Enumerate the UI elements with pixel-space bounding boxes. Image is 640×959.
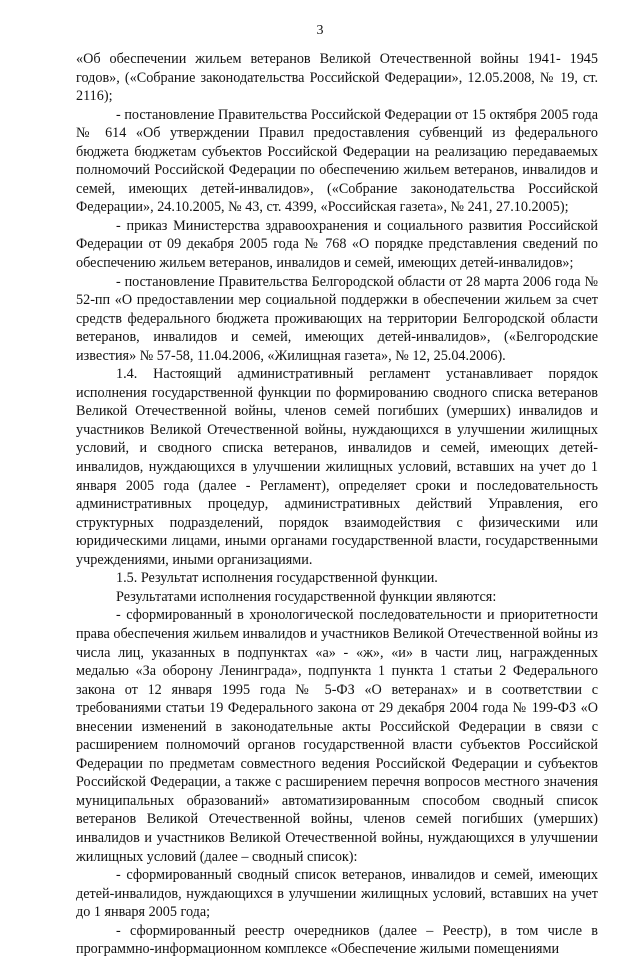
paragraph-continuation: «Об обеспечении жильем ветеранов Великой Отечественной войны 1941- 1945 годов», («Собрание законодательства Российской Федерации», 12.05.2008, № 19, ст. 2116); xyxy=(76,51,598,105)
paragraph-results-intro: Результатами исполнения государственной функции являются: xyxy=(116,588,497,605)
paragraph-result-registry: - сформированный реестр очередников (далее – Реестр), в том числе в программно-информационном комплексе «Обеспечение жилыми помещениями xyxy=(76,922,598,958)
paragraph-section-1-4: 1.4. Настоящий административный регламент устанавливает порядок исполнения государственной функции по формированию сводного списка ветеранов Великой Отечественной войны, членов семей погибших (умерших) инвалидов и участников Великой Отечественной войны, нуждающихся в улучшении жилищных условий, и сводного списка ветеранов, инвалидов и семей, имеющих детей-инвалидов, нуждающихся в улучшении жилищных условий, вставших на учет до 1 января 2005 года (далее - Регламент), определяет сроки и последовательность административных процедур, административных действий Управления, его структурных подразделений, порядок взаимодействия с физическими или юридическими лицами, иными органами государственной власти, государственными учреждениями, иными организациями. xyxy=(76,366,598,568)
paragraph-section-1-5: 1.5. Результат исполнения государственной функции. xyxy=(116,570,438,587)
paragraph-result-summary-list: - сформированный в хронологической последовательности и приоритетности права обеспечения жильем инвалидов и участников Великой Отечественной войны из числа лиц, указанных в подпунктах «а» - «ж», «и» в части лиц, награжденных медалью «За оборону Ленинграда», подпункта 1 пункта 1 статьи 2 Федерального закона от 12 января 1995 года № 5-ФЗ «О ветеранах» и в соответствии с требованиями статьи 19 Федерального закона от 29 декабря 2004 года № 199-ФЗ «О внесении изменений в законодательные акты Российской Федерации в связи с расширением полномочий органов государственной власти субъектов Российской Федерации по предметам совместного ведения Российской Федерации и субъектов Российской Федерации, а также с расширением перечня вопросов местного значения муниципальных образований» автоматизированным способом сводный список ветеранов Великой Отечественной войны, членов семей погибших (умерших) инвалидов и участников Великой Отечественной войны, нуждающихся в улучшении жилищных условий (далее – сводный список): xyxy=(76,607,598,865)
paragraph-decree-614: - постановление Правительства Российской Федерации от 15 октября 2005 года № 614 «Об утверждении Правил предоставления субвенций из федерального бюджета бюджетам субъектов Российской Федерации на реализацию передаваемых полномочий Российской Федерации по обеспечению жильем ветеранов, инвалидов и семей, имеющих детей-инвалидов», («Собрание законодательства Российской Федерации», 24.10.2005, № 43, ст. 4399, «Российская газета», № 241, 27.10.2005); xyxy=(76,106,598,216)
document-body xyxy=(76,50,598,959)
paragraph-order-768: - приказ Министерства здравоохранения и социального развития Российской Федерации от 09 декабря 2005 года № 768 «О порядке представления сведений по обеспечению жильем ветеранов, инвалидов и семей, имеющих детей-инвалидов»; xyxy=(76,217,598,272)
paragraph-decree-52pp: - постановление Правительства Белгородской области от 28 марта 2006 года № 52-пп «О предоставлении мер социальной поддержки в обеспечении жильем за счет средств федерального бюджета проживающих на территории Белгородской области ветеранов, инвалидов и семей, имеющих детей-инвалидов», («Белгородские известия» № 57-58, 11.04.2006, «Жилищная газета», № 12, 25.04.2006). xyxy=(76,273,598,364)
page-number: 3 xyxy=(316,23,324,38)
paragraph-result-veterans-list: - сформированный сводный список ветеранов, инвалидов и семей, имеющих детей-инвалидов, нуждающихся в улучшении жилищных условий, вставших на учет до 1 января 2005 года; xyxy=(76,867,598,921)
